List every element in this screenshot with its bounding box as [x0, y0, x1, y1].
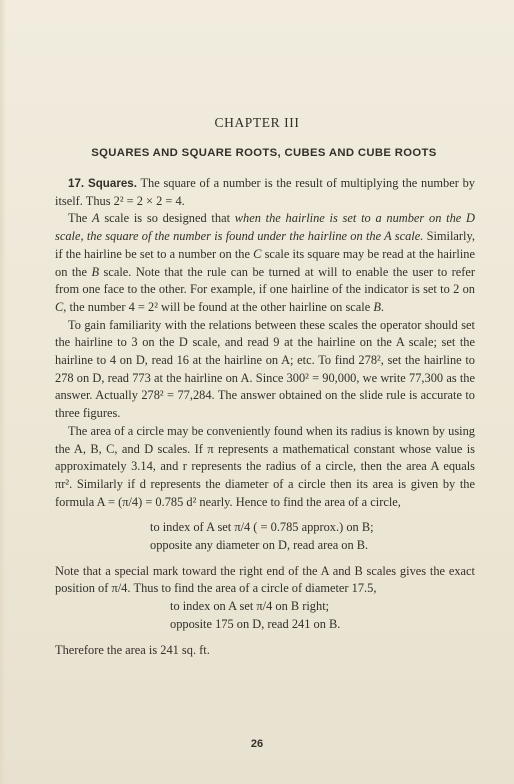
instruction-line-4: opposite 175 on D, read 241 on B.: [170, 616, 341, 631]
text-run: The: [68, 211, 93, 226]
paragraph-special-mark: Note that a special mark toward the right end of the A and B scales gives the exact position of π/4. Thus to find the area of a circle of diameter 17.5,: [55, 563, 475, 596]
section-heading: 17. Squares.: [68, 177, 137, 190]
scale-letter: C: [55, 299, 64, 314]
paragraph-circle-area: The area of a circle may be conveniently found when its radius is known by using the A, B, C, and D scales. If π represents a mathematical constant whose value is approximately 3.14, and r represents the radius of a circle, then the area A equals πr². Similarly if d represents the diameter of a circle then its area is given by the formula A = (π/4) = 0.785 d² nearly. Hence to find the area of a circle,: [55, 423, 475, 509]
italic-rule: when the hairline is set to a number on the D scale, the square of the number is found under the hairline on the A scale.: [55, 211, 475, 244]
text-run: Similarly, if the hairline be set to a number on the: [55, 229, 475, 261]
instruction-line-1: to index of A set π/4 ( = 0.785 approx.) on B;: [150, 520, 374, 535]
scale-letter: A: [92, 211, 100, 226]
paragraph-squares-intro-text: The square of a number is the result of multiplying the number by itself. Thus 2² = 2 × 2 = 4.: [55, 176, 476, 208]
paragraph-familiarity: To gain familiarity with the relations between these scales the operator should set the hairline to 3 on the D scale, and read 9 at the hairline on the A scale; set the hairline to 4 on D, read 16 at the hairline on A; etc. To find 278², set the hairline to 278 on D, read 773 at the hairline on A. Since 300² = 90,000, we write 77,300 as the answer. Actually 278² = 77,284. The answer obtained on the slide rule is accurate to three figures.: [55, 317, 475, 421]
instruction-line-2: opposite any diameter on D, read area on B.: [150, 538, 369, 553]
text-run: .: [380, 299, 385, 314]
text-run: scale is so designed that: [99, 211, 235, 226]
page-body: [55, 175, 475, 659]
paragraph-a-scale: [55, 210, 475, 316]
paragraph-result: Therefore the area is 241 sq. ft.: [55, 642, 210, 657]
text-run: scale. Note that the rule can be turned at will to enable the user to refer from one face to the other. For example, if one hairline of the indicator is set to 2 on: [55, 264, 475, 297]
instruction-line-3: to index on A set π/4 on B right;: [170, 599, 330, 614]
scale-letter: B: [91, 264, 100, 279]
chapter-label: CHAPTER III: [214, 115, 300, 130]
chapter-title: SQUARES AND SQUARE ROOTS, CUBES AND CUBE ROOTS: [91, 147, 437, 159]
scale-letter: B: [373, 299, 381, 314]
text-run: scale its square may be read at the hairline on the: [55, 246, 475, 279]
scale-letter: C: [253, 246, 262, 261]
paragraph-squares-intro: [55, 175, 475, 210]
text-run: , the number 4 = 2² will be found at the other hairline on scale: [63, 299, 374, 314]
page-number: 26: [250, 738, 264, 750]
